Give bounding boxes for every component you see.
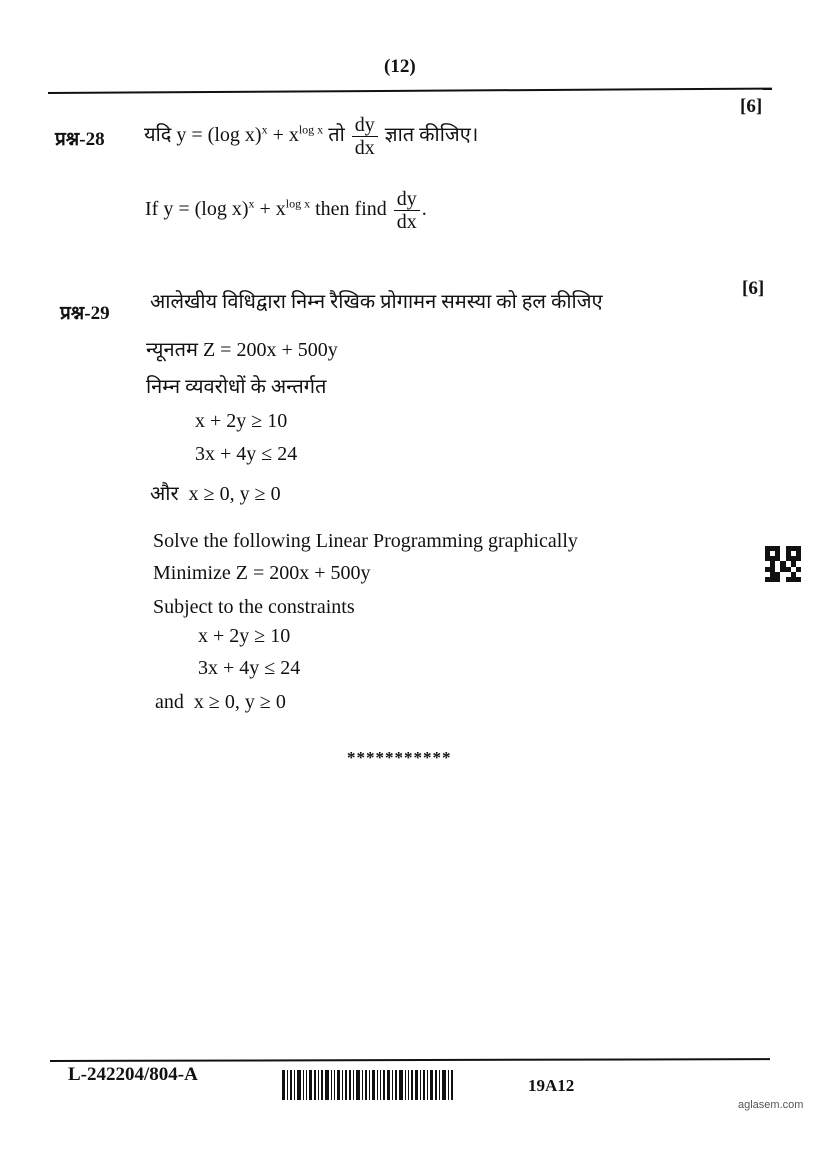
- q28-marks: [6]: [740, 96, 763, 117]
- q29-hindi-and-label: और: [150, 483, 179, 505]
- footer-rule: [50, 1058, 770, 1062]
- q29-en-objective-expr: Z = 200x + 500y: [235, 562, 371, 584]
- sheet-code: 19A12: [528, 1076, 575, 1095]
- page-number: (12): [384, 56, 416, 77]
- q29-hindi-constraint-1: x + 2y ≥ 10: [195, 410, 288, 432]
- q29-hindi-nonneg-expr: x ≥ 0, y ≥ 0: [188, 483, 281, 505]
- q29-en-objective-label: Minimize: [153, 562, 231, 584]
- q29-number: प्रश्न-29: [60, 303, 110, 324]
- header-rule: [48, 88, 772, 94]
- qr-code-icon: [765, 546, 801, 582]
- q28-hindi-statement: [144, 114, 478, 159]
- q28-en-fraction: [394, 188, 420, 233]
- q29-en-constraint-1: x + 2y ≥ 10: [198, 625, 291, 647]
- q29-hindi-objective-expr: Z = 200x + 500y: [202, 339, 338, 361]
- end-of-paper-marker: ***********: [347, 748, 452, 767]
- q29-en-and-label: and: [155, 691, 184, 713]
- q29-hindi-objective-label: न्यूनतम: [146, 339, 198, 361]
- q29-en-nonneg-expr: x ≥ 0, y ≥ 0: [193, 691, 286, 713]
- q28-hindi-suffix: ज्ञात कीजिए।: [384, 124, 479, 147]
- q28-hindi-denominator: dx: [354, 137, 375, 159]
- q28-hindi-fraction: [352, 114, 378, 159]
- q29-english-nonneg: [155, 691, 286, 714]
- q28-number: प्रश्न-28: [55, 129, 105, 150]
- watermark: aglasem.com: [738, 1099, 804, 1111]
- q29-hindi-objective: [146, 335, 338, 362]
- barcode-icon: [282, 1070, 455, 1100]
- q28-hindi-sup1: x: [261, 122, 268, 137]
- q28-en-numerator: dy: [394, 188, 420, 211]
- q29-hindi-nonneg: [150, 479, 281, 506]
- q28-en-sup1: x: [248, 196, 255, 211]
- q28-hindi-plus: + x: [267, 124, 299, 147]
- q29-en-constraint-2: 3x + 4y ≤ 24: [198, 657, 301, 679]
- q29-english-objective: [153, 562, 371, 585]
- paper-code: L-242204/804-A: [68, 1064, 198, 1085]
- q28-en-plus: + x: [254, 198, 286, 221]
- q28-en-prefix: If: [145, 198, 159, 221]
- q29-english-heading: Solve the following Linear Programming graphically: [153, 530, 578, 552]
- q28-en-sup2: log x: [285, 196, 311, 211]
- q28-hindi-to: तो: [328, 124, 345, 147]
- q28-english-statement: [145, 188, 427, 233]
- q29-hindi-constraints-label: निम्न व्यवरोधों के अन्तर्गत: [146, 376, 327, 398]
- q28-en-then: then find: [315, 198, 387, 221]
- q29-marks: [6]: [742, 278, 765, 299]
- q28-hindi-lhs: y = (log x): [176, 124, 262, 147]
- q29-hindi-heading: आलेखीय विधिद्वारा निम्न रैखिक प्रोगामन समस्या को हल कीजिए: [150, 291, 603, 313]
- q28-en-period: .: [421, 198, 427, 221]
- q29-hindi-constraint-2: 3x + 4y ≤ 24: [195, 443, 298, 465]
- q28-en-lhs: y = (log x): [163, 198, 249, 221]
- q28-en-denominator: dx: [396, 211, 417, 233]
- q28-hindi-sup2: log x: [298, 122, 324, 137]
- q29-english-constraints-label: Subject to the constraints: [153, 596, 355, 618]
- q28-hindi-numerator: dy: [352, 114, 378, 137]
- q28-hindi-prefix: यदि: [144, 124, 172, 147]
